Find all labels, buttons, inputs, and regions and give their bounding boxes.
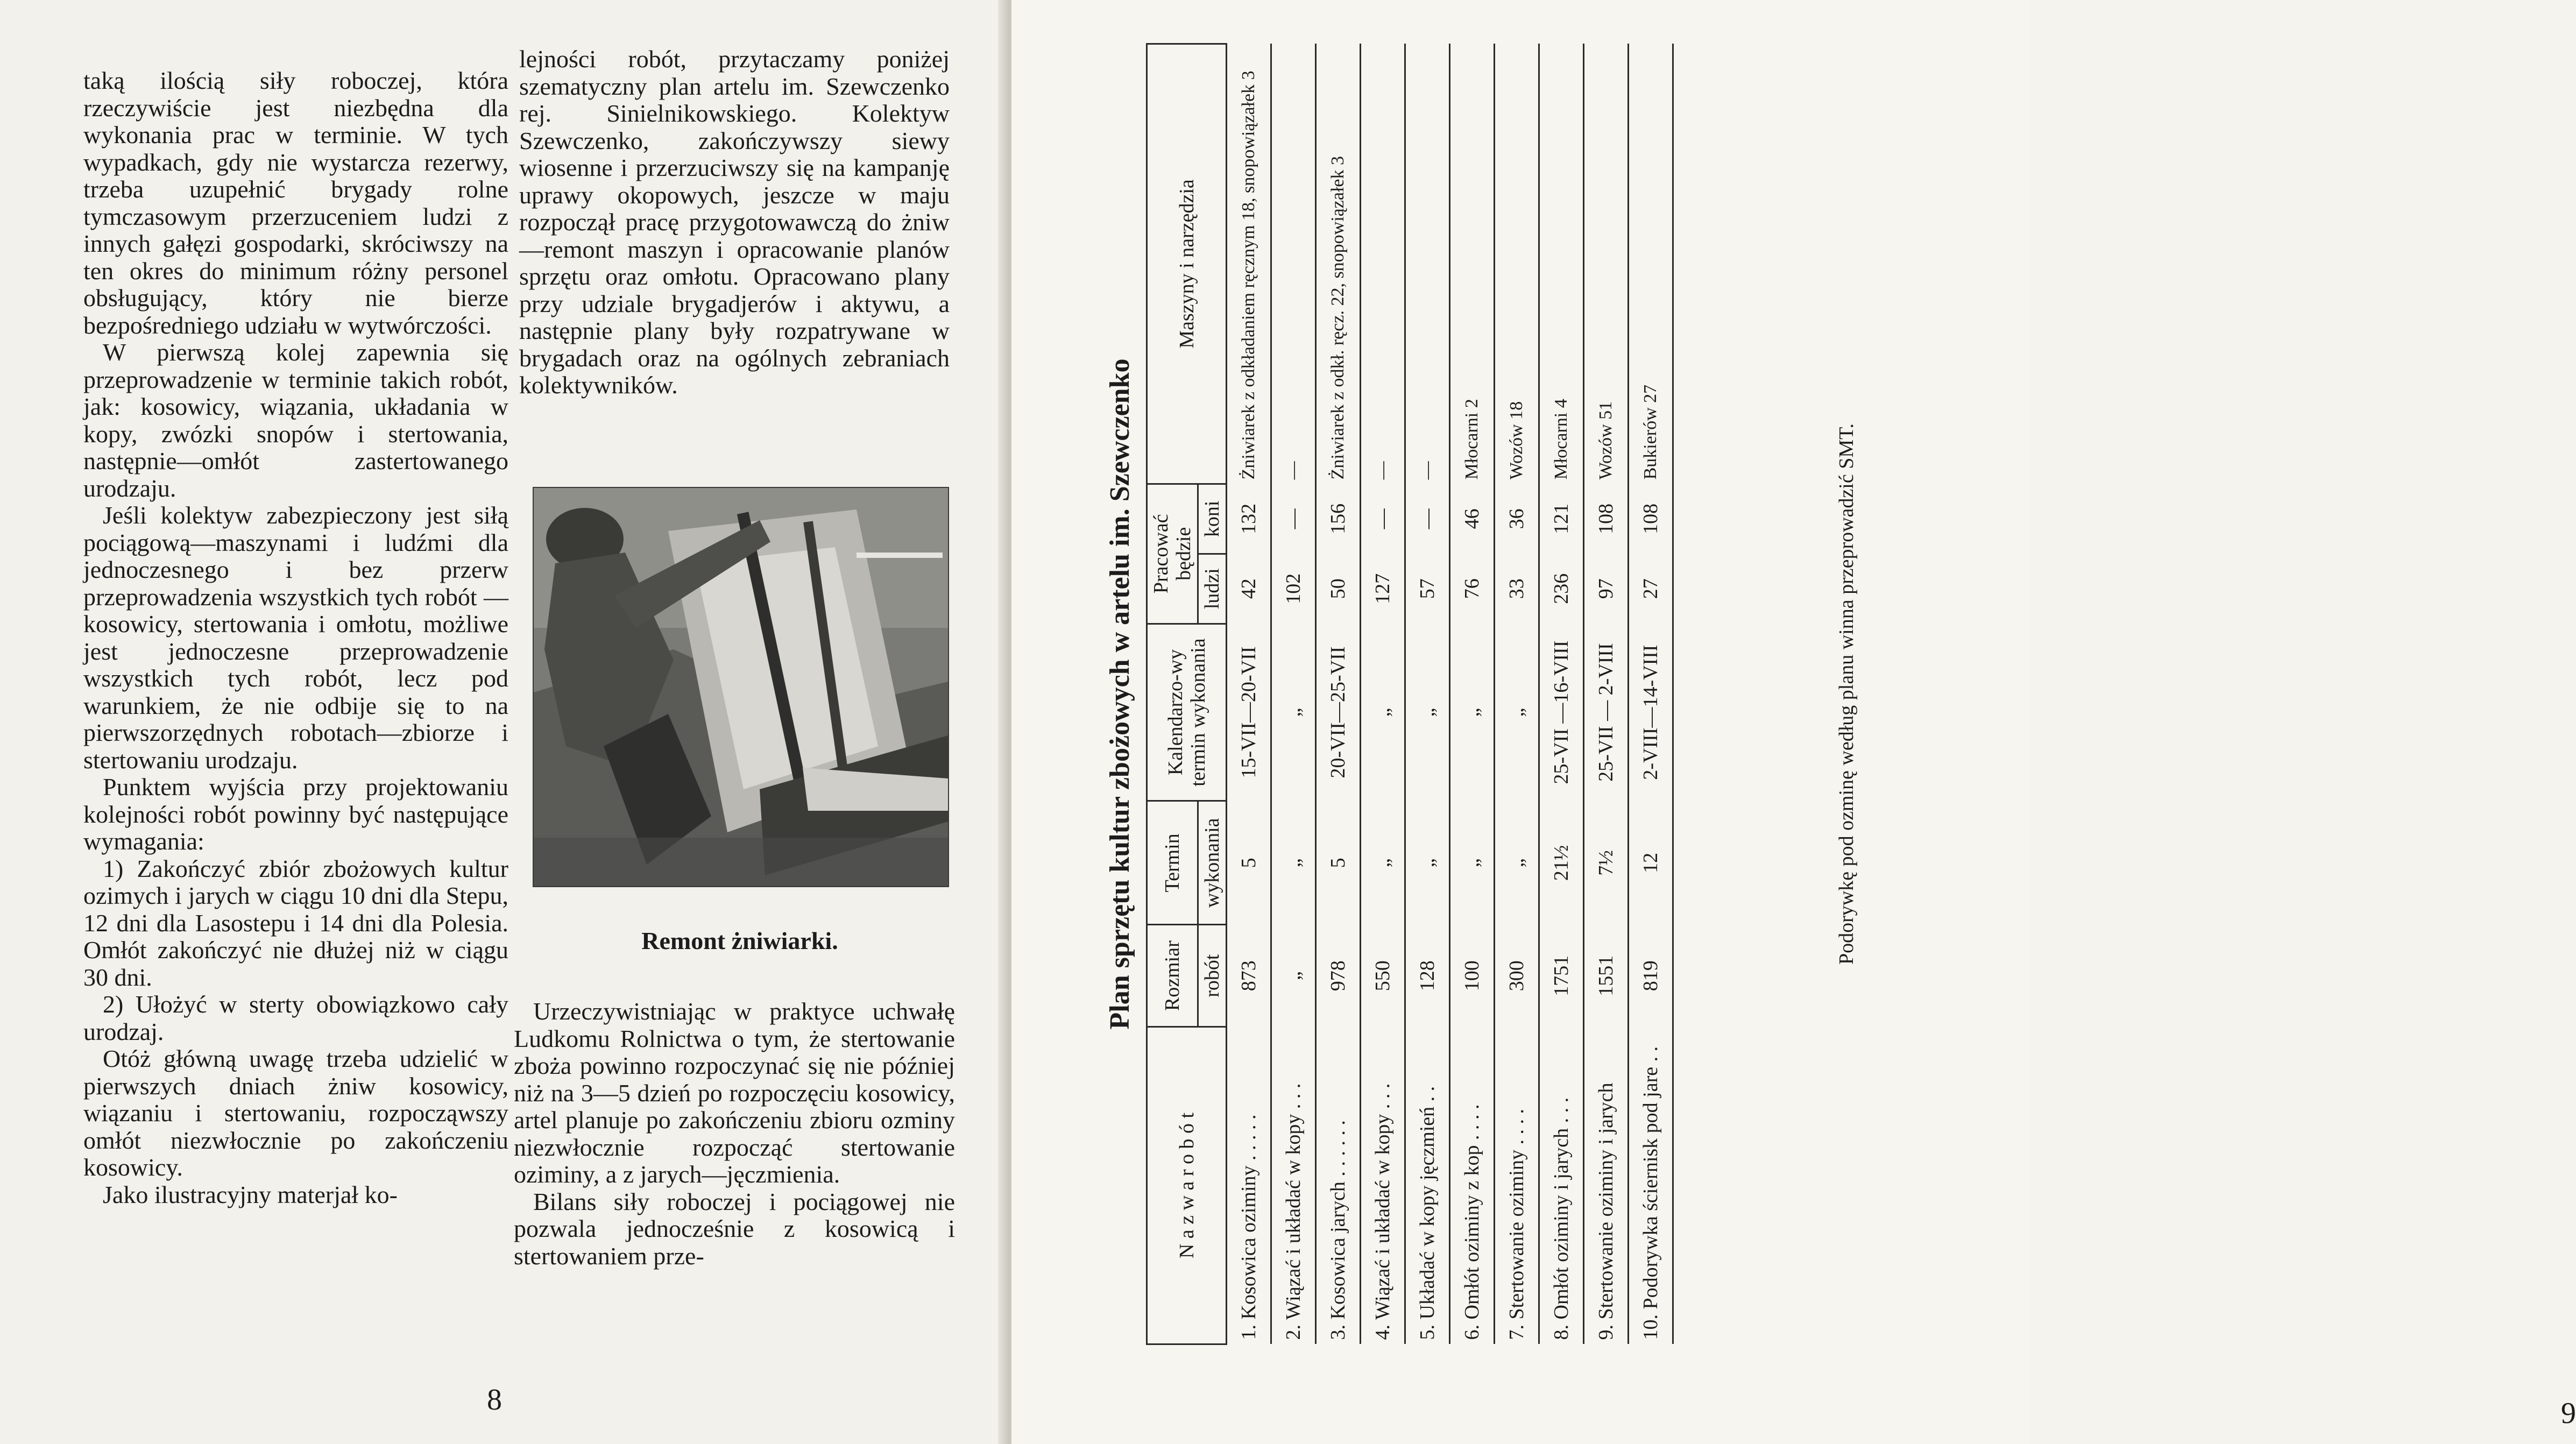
cell-calendar: „ bbox=[1495, 624, 1539, 801]
table-row bbox=[1629, 44, 1673, 1344]
paragraph: Bilans siły roboczej i pociągowej nie pozwala jednocześnie z kosowicą i stertowaniem prze- bbox=[514, 1187, 955, 1270]
cell-machines: Młocarni 2 bbox=[1450, 44, 1495, 484]
cell-name: 10. Podorywka ściernisk pod jare . . bbox=[1629, 1027, 1673, 1344]
table-row bbox=[1405, 44, 1450, 1344]
paragraph: taką ilością siły roboczej, która rzeczywiście jest niezbędna dla wykonania prac w terminie. W tych wypadkach, gdy nie wystarcza rezerwy, trzeba uzupełnić brygady rolne tymczasowym przerzuceniem ludzi z innych gałęzi gospodarki, skróciwszy na ten okres do minimum różny personel obsługujący, który nie bierze bezpośredniego udziału w wytwórczości. bbox=[83, 67, 508, 339]
table-row bbox=[1584, 44, 1629, 1344]
cell-name: 5. Układać w kopy jęczmień . . bbox=[1405, 1027, 1450, 1344]
cell-people: 50 bbox=[1316, 554, 1361, 624]
page-number-left: 8 bbox=[487, 1383, 502, 1417]
photo-caption: Remont żniwiarki. bbox=[641, 927, 838, 954]
cell-term: 5 bbox=[1316, 801, 1361, 925]
cell-horses: 108 bbox=[1584, 484, 1629, 554]
harvest-plan-table bbox=[1146, 43, 1674, 1345]
cell-machines: Bukierów 27 bbox=[1629, 44, 1673, 484]
table-row bbox=[1227, 44, 1271, 1344]
cell-horses: — bbox=[1271, 484, 1316, 554]
paragraph: 2) Ułożyć w sterty obowiązkowo cały urodzaj. bbox=[83, 990, 508, 1045]
cell-calendar: „ bbox=[1271, 624, 1316, 801]
table-row bbox=[1316, 44, 1361, 1344]
cell-calendar: 25-VII —16-VIII bbox=[1539, 624, 1584, 801]
cell-machines: Wozów 18 bbox=[1495, 44, 1539, 484]
cell-horses: — bbox=[1361, 484, 1405, 554]
header-size-top: Rozmiar bbox=[1147, 925, 1198, 1027]
cell-machines: Żniwiarek z odkładaniem ręcznym 18, snopowiązałek 3 bbox=[1227, 44, 1271, 484]
cell-term: 21½ bbox=[1539, 801, 1584, 925]
cell-name: 1. Kosowica oziminy . . . . . bbox=[1227, 1027, 1271, 1344]
page-number-right: 9 bbox=[2561, 1397, 2576, 1430]
cell-calendar: 15-VII—20-VII bbox=[1227, 624, 1271, 801]
table-row bbox=[1539, 44, 1584, 1344]
cell-name: 2. Wiązać i układać w kopy . . . bbox=[1271, 1027, 1316, 1344]
cell-horses: — bbox=[1405, 484, 1450, 554]
cell-calendar: „ bbox=[1405, 624, 1450, 801]
cell-term: „ bbox=[1271, 801, 1316, 925]
cell-name: 9. Stertowanie oziminy i jarych bbox=[1584, 1027, 1629, 1344]
rotated-table-block bbox=[1103, 43, 1872, 1345]
cell-size: 1551 bbox=[1584, 925, 1629, 1027]
table-row bbox=[1271, 44, 1316, 1344]
right-column-bottom bbox=[514, 998, 955, 1270]
header-size-bottom: robót bbox=[1198, 925, 1227, 1027]
cell-horses: 121 bbox=[1539, 484, 1584, 554]
cell-machines: Wozów 51 bbox=[1584, 44, 1629, 484]
cell-size: 128 bbox=[1405, 925, 1450, 1027]
cell-people: 33 bbox=[1495, 554, 1539, 624]
cell-horses: 36 bbox=[1495, 484, 1539, 554]
table-body bbox=[1227, 44, 1673, 1344]
right-column-top bbox=[519, 46, 950, 399]
header-term-bottom: wykonania bbox=[1198, 801, 1227, 925]
paragraph: Jeśli kolektyw zabezpieczony jest siłą pociągową—maszynami i ludźmi dla jednoczesnego i bez przerw przeprowadzenia wszystkich tych robót — kosowicy, stertowania i omłotu, możliwe jest jednoczesne przeprowadzenie wszystkich tych robót, lecz pod warunkiem, że nie odbije się to na pierwszorzędnych robotach—zbiorze i stertowaniu urodzaju. bbox=[83, 501, 508, 774]
table-row bbox=[1450, 44, 1495, 1344]
left-page bbox=[0, 0, 1011, 1444]
cell-machines: — bbox=[1271, 44, 1316, 484]
cell-people: 97 bbox=[1584, 554, 1629, 624]
paragraph: Otóż główną uwagę trzeba udzielić w pierwszych dniach żniw kosowicy, wiązaniu i stertowaniu, rozpocząwszy omłót niezwłocznie po zakończeniu kosowicy. bbox=[83, 1045, 508, 1181]
cell-people: 127 bbox=[1361, 554, 1405, 624]
cell-size: 300 bbox=[1495, 925, 1539, 1027]
cell-name: 4. Wiązać i układać w kopy . . . bbox=[1361, 1027, 1405, 1344]
cell-size: „ bbox=[1271, 925, 1316, 1027]
cell-machines: Żniwiarek z odkł. ręcz. 22, snopowiązałek 3 bbox=[1316, 44, 1361, 484]
cell-horses: 108 bbox=[1629, 484, 1673, 554]
paragraph: Urzeczywistniając w praktyce uchwałę Ludkomu Rolnictwa o tym, że stertowanie zboża powinno rozpoczynać się nie później niż na 3—5 dzień po rozpoczęciu kosowicy, artel planuje po zakończeniu zbioru ozminy niezwłocznie rozpocząć stertowanie oziminy, a z jarych—jęczmienia. bbox=[514, 997, 955, 1188]
paragraph: W pierwszą kolej zapewnia się przeprowadzenie w terminie takich robót, jak: kosowicy, wiązania, układania w kopy, zwózki snopów i stertowania, następnie—omłót zastertowanego urodzaju. bbox=[83, 338, 508, 502]
header-name: N a z w a r o b ó t bbox=[1147, 1027, 1227, 1344]
photo-illustration bbox=[534, 488, 948, 886]
cell-people: 102 bbox=[1271, 554, 1316, 624]
cell-name: 3. Kosowica jarych . . . . . . bbox=[1316, 1027, 1361, 1344]
paragraph: lejności robót, przytaczamy poniżej szematyczny plan artelu im. Szewczenko rej. Sinielnikowskiego. Kolektyw Szewczenko, zakończywszy siewy wiosenne i przerzuciwszy się na kampanję uprawy okopowych, jeszcze w maju rozpoczął pracę przygotowawczą do żniw—remont maszyn i opracowanie planów sprzętu oraz omłotu. Opracowano plany przy udziale brygadjerów i aktywu, a następnie plany były rozpatrywane w brygadach oraz na ogólnych zebraniach kolektywników. bbox=[519, 45, 950, 399]
cell-people: 42 bbox=[1227, 554, 1271, 624]
cell-name: 7. Stertowanie oziminy . . . . bbox=[1495, 1027, 1539, 1344]
header-people: ludzi bbox=[1198, 554, 1227, 624]
left-column bbox=[83, 67, 508, 1208]
cell-people: 76 bbox=[1450, 554, 1495, 624]
cell-calendar: 20-VII—25-VII bbox=[1316, 624, 1361, 801]
cell-horses: 132 bbox=[1227, 484, 1271, 554]
cell-size: 1751 bbox=[1539, 925, 1584, 1027]
cell-size: 819 bbox=[1629, 925, 1673, 1027]
cell-term: 7½ bbox=[1584, 801, 1629, 925]
cell-machines: Młocarni 4 bbox=[1539, 44, 1584, 484]
cell-people: 57 bbox=[1405, 554, 1450, 624]
header-machines: Maszyny i narzędzia bbox=[1147, 44, 1227, 484]
cell-size: 978 bbox=[1316, 925, 1361, 1027]
paragraph: Punktem wyjścia przy projektowaniu kolejności robót powinny być następujące wymagania: bbox=[83, 773, 508, 855]
header-workers: Pracować będzie bbox=[1147, 484, 1198, 624]
table-row bbox=[1361, 44, 1405, 1344]
table-title: Plan sprzętu kultur zbożowych w artelu im. Szewczenko bbox=[1105, 358, 1135, 1030]
header-term-top: Termin bbox=[1147, 801, 1198, 925]
cell-name: 8. Omłót oziminy i jarych . . . bbox=[1539, 1027, 1584, 1344]
cell-calendar: 25-VII — 2-VIII bbox=[1584, 624, 1629, 801]
cell-name: 6. Omłót oziminy z kop . . . . bbox=[1450, 1027, 1495, 1344]
cell-machines: — bbox=[1361, 44, 1405, 484]
cell-machines: — bbox=[1405, 44, 1450, 484]
cell-term: „ bbox=[1361, 801, 1405, 925]
cell-horses: 156 bbox=[1316, 484, 1361, 554]
cell-people: 236 bbox=[1539, 554, 1584, 624]
table-row bbox=[1495, 44, 1539, 1344]
cell-calendar: 2-VIII—14-VIII bbox=[1629, 624, 1673, 801]
paragraph: 1) Zakończyć zbiór zbożowych kultur ozimych i jarych w ciągu 10 dni dla Stepu, 12 dni dla Lasostepu i 14 dni dla Polesia. Omłót zakończyć nie dłużej niż w ciągu 30 dni. bbox=[83, 854, 508, 991]
cell-calendar: „ bbox=[1361, 624, 1405, 801]
cell-horses: 46 bbox=[1450, 484, 1495, 554]
cell-term: „ bbox=[1405, 801, 1450, 925]
cell-term: 5 bbox=[1227, 801, 1271, 925]
table-footnote: Podorywkę pod ozminę według planu winna przeprowadzić SMT. bbox=[1835, 423, 1858, 965]
header-horses: koni bbox=[1198, 484, 1227, 554]
paragraph: Jako ilustracyjny materjał ko- bbox=[103, 1180, 398, 1208]
table-header-row bbox=[1147, 44, 1198, 1344]
cell-size: 550 bbox=[1361, 925, 1405, 1027]
cell-calendar: „ bbox=[1450, 624, 1495, 801]
cell-term: „ bbox=[1495, 801, 1539, 925]
harvester-repair-photo bbox=[533, 487, 949, 887]
header-calendar: Kalendarzo-wy termin wykonania bbox=[1147, 624, 1227, 801]
cell-term: 12 bbox=[1629, 801, 1673, 925]
cell-size: 873 bbox=[1227, 925, 1271, 1027]
cell-size: 100 bbox=[1450, 925, 1495, 1027]
cell-people: 27 bbox=[1629, 554, 1673, 624]
cell-term: „ bbox=[1450, 801, 1495, 925]
